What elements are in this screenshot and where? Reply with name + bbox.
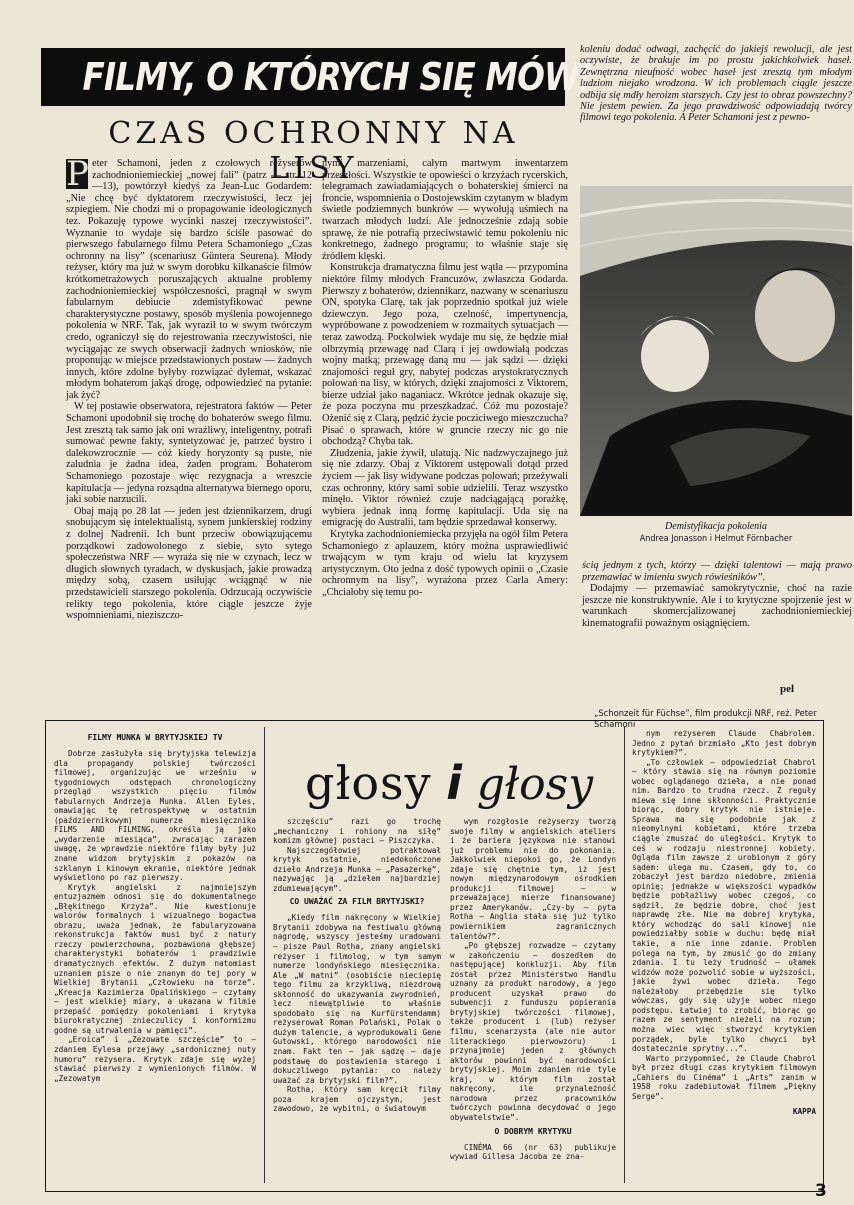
drop-cap: P — [66, 154, 89, 194]
box-paragraph: wym rozgłosie reżyserzy tworzą swoje filmy w angielskich ateliers i że bariera językowa nie stanowi już problemu nie do pokonania. Jakkolwiek niepokoi go, że Londyn zdaje się chętnie tym, iż jest nowym międzynarodowym ośrodkiem produkcji filmowej — w przeważającej mierze finansowanej przez Amerykanów. „Czy-by — pyta Rotha — Anglia stała się już tylko powiernikiem zagranicznych talentów?”. — [450, 817, 616, 941]
article-paragraph: Dodajmy — przemawiać samokrytycznie, choć na razie jeszcze nie konstruktywnie. Ale i to krytyczne spojrzenie jest w warunkach skomercjalizowanej zachodnioniemieckiej kinematografii poważnym osiągnięciem. — [582, 583, 852, 629]
article-column-3 — [582, 560, 852, 630]
section-banner: FILMY, O KTÓRYCH SIĘ MÓWI — [41, 48, 565, 106]
top-right-paragraph: koleniu dodać odwagi, zachęcić do jakiejś rewolucji, ale jest oczywiste, że brakuje im po prostu jakichkolwiek haseł. Zewnętrzna nieufność wobec haseł jest zresztą tym młodym ludziom niejako wrodzona. W ich problemach ciągle jeszcze odbija się mdły heroizm starszych. Czy jest to obraz powszechny? Nie jestem pewien. Za jego prawdziwość odpowiadają twórcy filmowi tego pokolenia. A Peter Schamoni jest z pewno- — [580, 44, 852, 124]
box-paragraph: Rotha, który sam kręcił filmy poza krajem ojczystym, jest zawodowo, że wybitni, o światowym — [273, 1085, 441, 1114]
box-column-3 — [450, 817, 616, 1162]
article-column-1 — [66, 154, 312, 622]
photo-caption — [580, 520, 852, 546]
author-signature: pel — [780, 683, 795, 695]
box-paragraph: „To człowiek — odpowiedział Chabrol — który stawia się na równym poziomie wobec oglądanego dzieła, a nie ponad nim. Bardzo to trudna rzecz. Z reguły miewa się inne skłonności. Praktycznie biorąc, dobry krytyk nie istnieje. Sprawa ma się podobnie jak z nieomylnymi kobietami, które trzeba ciągle zmuszać do uległości. Krytyk to ceś w rodzaju niestronnej kobiety. Ogląda film zawsze z urobionym z góry sądem: ulega mu. Czasem, gdy to, co zobaczył jest bardzo niedobre, zmienia opinię; jednakże w większości wypadków będzie pobłażliwy wobec czegoś, co sądził, że będzie dobre, choć jest naprawdę złe. Nie ma dobrej krytyka, który wchodząc do sali kinowej nie powiedziałby sobie w duchu: będę miał takie, a nie inne zdanie. Problem polega na tym, by zmusić go do zmiany zdania. I tu leży trudność — ułamek widzów może pozwolić sobie w wyższości, jakie żywi wobec dzieła. Tego należałoby przebędzie się tylko wówczas, gdy się użyje wobec niego podstępu. Łatwiej to zrobić, biorąc go razem ze sentyment nieżeli na rozum; można wiec więc stworzyć krytykiem porządek, byle tylko chwyci był dostatecznie sprytny...”. — [632, 757, 816, 1054]
top-right-text — [580, 44, 852, 124]
box-paragraph: szczęściu” razi go trochę „mechaniczny i rohiony na siłę” komizm głównej postaci — Piszczyka. — [273, 817, 441, 846]
article-column-2 — [322, 158, 568, 599]
article-paragraph — [66, 154, 312, 401]
article-paragraph: Konstrukcja dramatyczna filmu jest wątła — przypomina niektóre filmy młodych Francuzów, zwłaszcza Godarda. Pierwszy z bohaterów, dziennikarz, nazwany w scenariuszu ON, spotyka Clarę, tak jak poprzednio spotkał już wiele dziewczyn. Jego poza, czelność, impertynencja, wypróbowane z powodzeniem w rozmaitych sytuacjach — teraz zawodzą. Pockolwiek wydaje mu się, że będzie miał olbrzymią przewagę nad Clarą i jej owdowiałą podczas wojny matką; przewagę daną mu — jak sądzi — dzięki znajomości reguł gry, nabytej podczas arystokratycznych polowań na lisy, w których, dzięki znajomości z Viktorem, bierze udział jako naganiacz. Wkrótce jednak okazuje się, że poza poczyna mu przeszkadzać. Cóż mu pozostaje? Ożenić się z Clarą, pędzić życie pocziciwego mieszczucha? Pisać o sprawach, które w gruncie rzeczy nic go nie obchodzą? Chyba tak. — [322, 262, 568, 448]
glosy-i-glosy-logo — [305, 756, 593, 810]
article-paragraph: ścią jednym z tych, którzy — dzięki talentowi — mają prawo przemawiać w imieniu swych rówieśników”. — [582, 560, 852, 583]
box-heading: O DOBRYM KRYTYKU — [494, 1126, 572, 1136]
caption-credit: Andrea Jonasson i Helmut Förnbacher — [639, 534, 793, 544]
page-number: 3 — [815, 1181, 827, 1201]
box-paragraph: CINÉMA 66 (nr 63) publikuje wywiad Gillesa Jacoba ze zna- — [450, 1142, 616, 1162]
article-paragraph: Obaj mają po 28 lat — jeden jest dziennikarzem, drugi snobującym się intelektualistą, synem junkierskiej rodziny z dolnej Nadrenii. Ich bunt przeciw obowiązującemu porządkowi zadowolonego z siebie, syto sytego społeczeństwa NRF — wyraża się nie w czynach, lecz w długich słownych tyradach, w dyskusjach, jakie prowadzą między sobą, czasem usiłując wciągnąć w nie przedstawicieli starszego pokolenia. Odrzucają oczywiście relikty tego pokolenia, które ciągle jeszcze żyje wspomnieniami, nieziszczo- — [66, 505, 312, 622]
caption-title: Demistyfikacja pokolenia — [665, 521, 767, 532]
article-paragraph: Złudzenia, jakie żywił, ulatują. Nic nadzwyczajnego już się nie zdarzy. Obaj z Viktorem ustępowali dotąd przed życiem — jak lisy widywane podczas polowań; przeżywali czas ochronny, który sami sobie udzielili. Teraz wszystko minęło. Viktor również czuje nadciągającą porażkę, wybiera jednak inną formę kapitulacji. Uda się na emigrację do Australii, tam będzie sprzedawał konserwy. — [322, 447, 568, 529]
box-paragraph: Najszczegółowiej potraktował krytyk ostatnie, niedokończone dzieło Andrzeja Munka — „Pasażerkę”, nazywając ją „dziełem najbardziej zdumiewającym”. — [273, 845, 441, 893]
logo-word-3: głosy — [476, 759, 594, 810]
logo-word-1: głosy — [305, 756, 432, 810]
box-paragraph: Krytyk angielski z najmniejszym entuzjazmem odnosi się do dokumentalnego „Błękitnego Krzyża”. Nie kwestionuje walorów formalnych i wizualnego bogactwa obrazu, uważa jednak, że fabularyzowana rekonstrukcja faktów musi być z natury rzeczy powierzchowna, pozbawiona głębszej charakterystyki bohaterów i prawdziwie dramatycznych efektów. Z dużym natomiast uznaniem pisze o nie znanym do tej pory w Wielkiej Brytanii „Człowieku na torze”. „Kreacja Kazimierza Opalińskiego — czytamy — jest wielkiej miary, a ukazana w filmie przepaść pomiędzy pokoleniami i krytyka biurokratycznej znieczulicy i konformizmu godne są utrwalenia w pamięci”. — [54, 882, 256, 1035]
article-paragraph-text: eter Schamoni, jeden z czołowych reżyserów zachodnioniemieckiej „nowej fali” (patrz — str. 12—13), powtórzył kiedyś za Jean-Luc Godardem: „Nie chcę być dyktatorem rzeczywistości, lecz jej szpiegiem. Nie chodzi mi o propagowanie ideologicznych tez. Pokazuję typowe wycinki naszej rzeczywistości”. Wyznanie to wydaje się bardzo ściśle pasować do pierwszego fabularnego filmu Petera Schamoniego „Czas ochronny na lisy” (scenariusz Güntera Seurena). Młody reżyser, który ma już w swym dorobku kilkanaście filmów krótkometrażowych poruszających aktualne problemy zachodnioniemieckiej współczesności, pragnął w swym fabularnym debiucie zdemistyfikować pewne charakterystyczne postawy, sposób myślenia powojennego pokolenia w NRF. Tak, jak wyraził to w swym twórczym credo, ograniczył się do rejestrowania rzeczywistości, nie wyciągając ze swych obserwacji żadnych wniosków, nie proponując w miejsce przedstawionych postaw — żadnych innych, które zdolne byłyby rozwiązać dylemat, wskazać młodym bohaterom jakąś drogę, odpowiedzieć na pytanie: jak żyć? — [66, 158, 312, 401]
film-still-image — [580, 186, 852, 516]
box-paragraph: Warto przypomnieć, że Claude Chabrol był przez długi czas krytykiem filmowym „Cahiers du Cinéma” i „Arts” zanim w 1958 roku zadebiutował filmem „Piękny Serge”. — [632, 1053, 816, 1101]
box-paragraph: „Eroica” i „Zezowate szczęście” to — zdaniem Eylesa przejawy „sardonicznej nuty humoru” reżysera. Krytyk zdaje się wyżej stawiać pierwszy z wymienionych filmów. W „Zezowatym — [54, 1035, 256, 1083]
photo-footnote: „Schonzeit für Füchse”, film produkcji NRF, reż. Peter Schamoni — [594, 708, 817, 729]
article-title: CZAS OCHRONNY NA LISY — [108, 116, 519, 186]
box-heading: CO UWAŻAĆ ZA FILM BRYTYJSKI? — [289, 897, 425, 907]
article-paragraph: nymi marzeniami, całym martwym inwentarzem przeszłości. Wszystkie te opowieści o krzyżach rycerskich, telegramach zawiadamiających o bohaterskiej śmierci na froncie, wspomnienia o Dostojewskim czytanym w bladym świetle podziemnych bunkrów — wywołują uśmiech na twarzach młodych ludzi. Ale jednocześnie zdają sobie sprawę, że nie potrafią przeciwstawić temu pokoleniu nic konkretnego, żadnego programu; to właśnie staje się źródłem klęski. — [322, 158, 568, 262]
box-signature: KAPPA — [792, 1107, 816, 1117]
box-paragraph: „Kiedy film nakręcony w Wielkiej Brytanii zdobywa na festiwalu główną nagrodę, wszyscy jesteśmy uradowani — pisze Paul Rotha, znany angielski reżyser i filmolog, w tym samym numerze londyńskiego miesięcznika. Ale „W matni” (osobiście nieciepię tego filmu za krzykliwą, niezdrową skłonność do ukazywania zwyrodnień, lecz niewątpliwie to właśnie spodobało się na Kurfürstendamm) reżyserował Roman Polański, Polak o dużym talencie, a wyprodukowali Gene Gutowski, którego narodowości nie znam. Fakt ten — jak sądzę — daje podstawę do postawienia starego i dokuczliwego pytania: co należy uważać za brytyjski film?”. — [273, 913, 441, 1085]
box-heading: FILMY MUNKA W BRYTYJSKIEJ TV — [87, 733, 223, 742]
column-divider — [264, 727, 265, 1183]
box-column-1 — [54, 729, 256, 1083]
logo-word-2: i — [446, 756, 463, 810]
box-paragraph: nym reżyserem Claude Chabrolem. Jedno z pytań brzmiało „Kto jest dobrym krytykiem?”. — [632, 729, 816, 758]
column-divider — [624, 727, 625, 1183]
box-column-4 — [632, 729, 816, 1117]
box-column-2 — [273, 817, 441, 1114]
article-paragraph: W tej postawie obserwatora, rejestratora faktów — Peter Schamoni upodobnił się trochę do bohaterów swego filmu. Jest zresztą tak samo jak oni wrażliwy, inteligentny, potrafi sumować pewne fakty, syntetyzować je, patrzeć bystro i dalekowzrocznie — cóż kiedy horyzonty są puste, nie zaludnia je żadna idea, żaden program. Bohaterom Schamoniego pozostaje więc rezygnacja a wreszcie kapitulacja — jedyna rozsądna alternatywa biernego oporu, jaki sobie narzucili. — [66, 401, 312, 506]
box-paragraph: Dobrze zasłużyła się brytyjska telewizja dla propagandy polskiej twórczości filmowej, organizując we wrześniu w tygodniowych odstępach chronologiczny przegląd wszystkich pięciu filmów fabularnych Andrzeja Munka. Allen Eyles, omawiając tę retrospektywę w ostatnim (październikowym) numerze miesięcznika FILMS AND FILMING, określa ją jako „wydarzenie miesiąca”, zwracając zarazem uwagę, że wprawdzie niektóre filmy były już znane widzom brytyjskim z pokazów na szklanym i kinowym ekranie, niektóre jednak wyświetlono po raz pierwszy. — [54, 749, 256, 883]
film-still-photo — [580, 186, 852, 516]
box-paragraph: „Po głębszej rozwadze — czytamy w zakończeniu — doszedłem do następującej konkluzji. Aby film został przez Ministerstwo Handlu uznany za produkt narodowy, a jego producent uzyskał prawo do subwencji z funduszu popierania brytyjskiej twórczości filmowej, także producent i (lub) reżyser filmu, scenarzysta (ale nie autor literackiego pierwowzoru) i przynajmniej jeden z głównych aktorów powinni być narodowości brytyjskiej. Moim zdaniem nie tyle kraj, w którym film został nakręcony, ile przynależność narodowa przez pracowników twórczych powinna decydować o jego obywatelstwie”. — [450, 941, 616, 1122]
article-paragraph: Krytyka zachodnioniemiecka przyjęła na ogół film Petera Schamoniego z aplauzem, który można usprawiedliwić trwającym w tym kraju od wielu lat kryzysem artystycznym. Oto jedna z dość typowych opinii o „Czasie ochronnym na lisy”, wyrażona przez Carla Amery: „Chciałoby się temu po- — [322, 529, 568, 598]
